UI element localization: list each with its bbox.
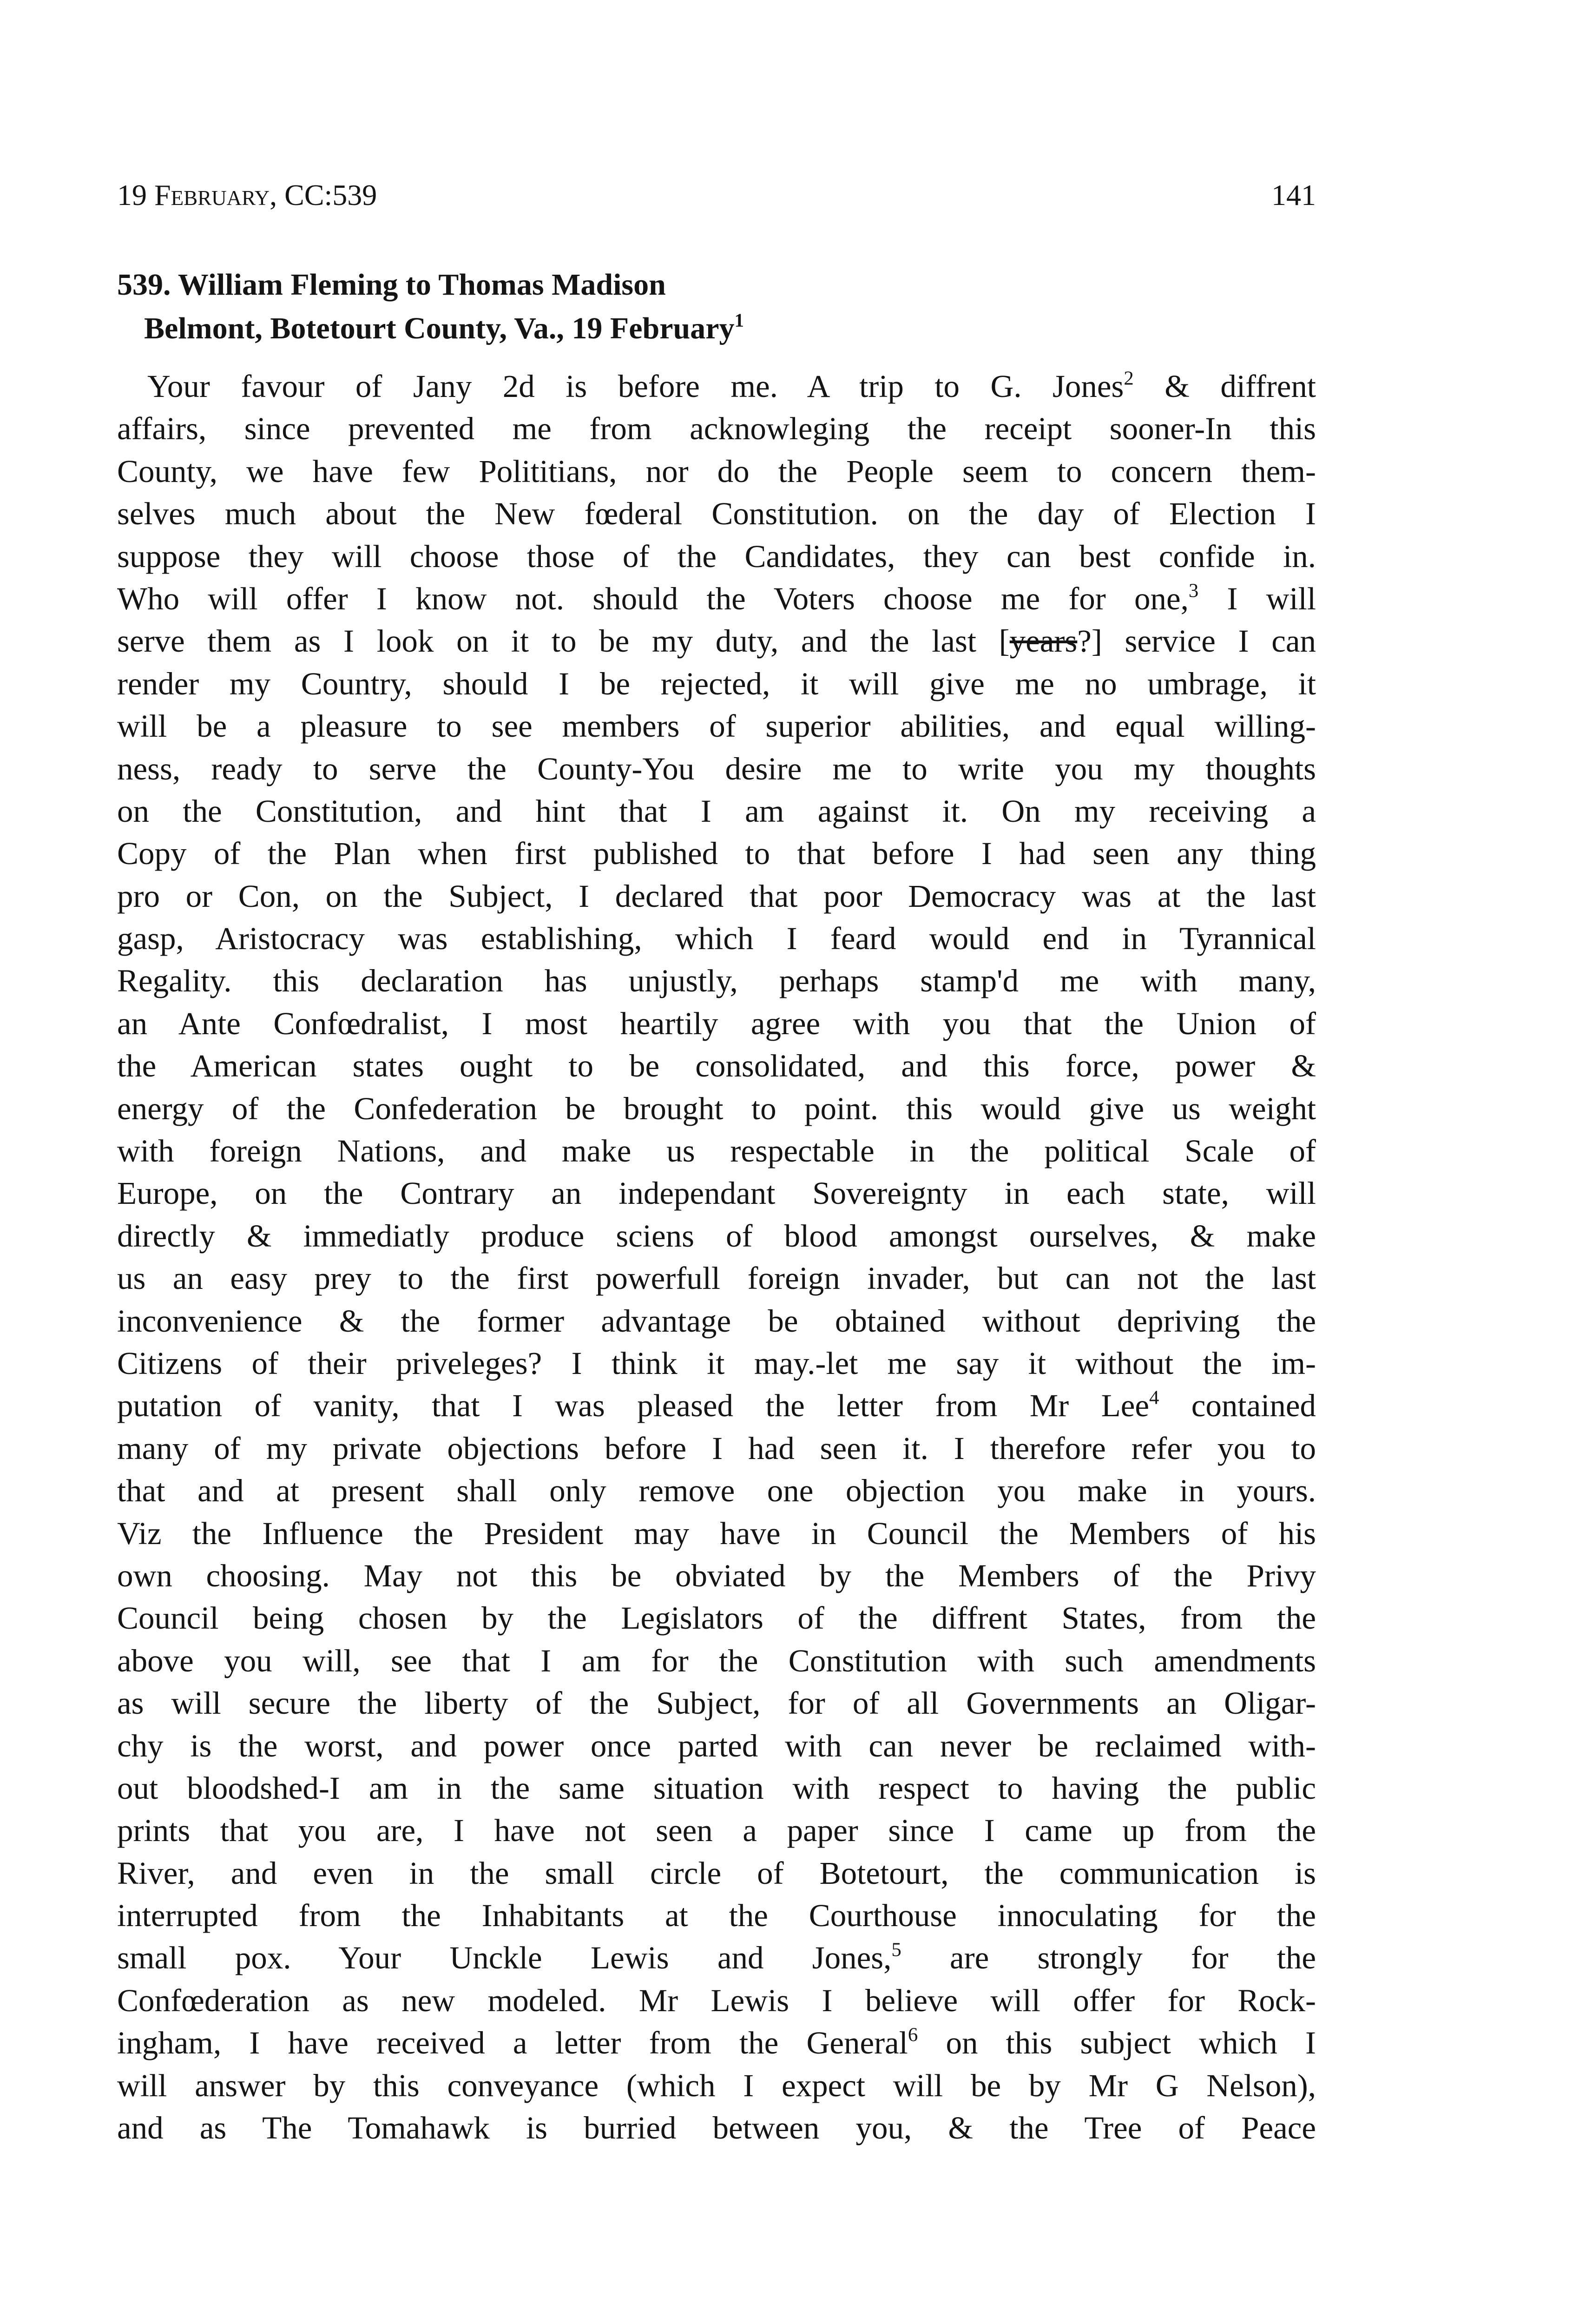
running-head (117, 177, 1316, 214)
letter-line: on the Constitution, and hint that I am against it. On my receiving a (117, 793, 1316, 829)
letter-line: an Ante Confœdralist, I most heartily agree with you that the Union of (117, 1005, 1316, 1041)
document-place-date (117, 307, 1325, 350)
letter-line: chy is the worst, and power once parted with can never be reclaimed with- (117, 1728, 1316, 1763)
note-ref-5: 5 (891, 1939, 901, 1961)
letter-line: Regality. this declaration has unjustly, perhaps stamp'd me with many, (117, 963, 1316, 999)
letter-line: affairs, since prevented me from acknowleging the receipt sooner-In this (117, 411, 1316, 447)
note-ref-4: 4 (1149, 1386, 1159, 1409)
letter-line: that and at present shall only remove one objection you make in yours. (117, 1473, 1316, 1509)
struck-word: years (1009, 623, 1078, 659)
letter-line: inconvenience & the former advantage be obtained without depriving the (117, 1303, 1316, 1339)
letter-line: above you will, see that I am for the Constitution with such amendments (117, 1643, 1316, 1678)
letter-line: many of my private objections before I had seen it. I therefore refer you to (117, 1430, 1316, 1466)
letter-line: interrupted from the Inhabitants at the Courthouse innoculating for the (117, 1898, 1316, 1934)
letter-line: own choosing. May not this be obviated by the Members of the Privy (117, 1558, 1316, 1593)
letter-line: Confœderation as new modeled. Mr Lewis I believe will offer for Rock- (117, 1982, 1316, 2018)
place-date-text: Belmont, Botetourt County, Va., 19 February (144, 311, 735, 345)
letter-line: Council being chosen by the Legislators of the diffrent States, from the (117, 1600, 1316, 1636)
page-number: 141 (1271, 178, 1316, 211)
letter-line: selves much about the New fœderal Constitution. on the day of Election I (117, 496, 1316, 532)
letter-line: with foreign Nations, and make us respectable in the political Scale of (117, 1133, 1316, 1169)
letter-line: pro or Con, on the Subject, I declared that poor Democracy was at the last (117, 878, 1316, 914)
letter-line: Citizens of their priveleges? I think it may.-let me say it without the im- (117, 1345, 1316, 1381)
note-ref-1: 1 (734, 310, 744, 331)
letter-line: the American states ought to be consolidated, and this force, power & (117, 1048, 1316, 1084)
letter-line: directly & immediatly produce sciens of blood amongst ourselves, & make (117, 1218, 1316, 1254)
letter-line: Europe, on the Contrary an independant Sovereignty in each state, will (117, 1175, 1316, 1211)
note-ref-6: 6 (908, 2024, 918, 2046)
letter-line: out bloodshed-I am in the same situation with respect to having the public (117, 1770, 1316, 1806)
letter-line: Your favour of Jany 2d is before me. A trip to G. Jones$^2$ & diffrent (147, 367, 1316, 404)
note-ref-2: 2 (1124, 367, 1134, 390)
letter-line: energy of the Confederation be brought to point. this would give us weight (117, 1090, 1316, 1126)
document-title: 539. William Fleming to Thomas Madison (117, 268, 666, 302)
letter-line: render my Country, should I be rejected, it will give me no umbrage, it (117, 666, 1316, 701)
letter-line: putation of vanity, that I was pleased the letter from Mr Lee$^4$ contained (117, 1386, 1316, 1424)
running-head-date: 19 February, CC:539 (117, 178, 377, 211)
letter-line: suppose they will choose those of the Candidates, they can best confide in. (117, 538, 1316, 574)
letter-line: ness, ready to serve the County-You desire me to write you my thoughts (117, 751, 1316, 786)
letter-line: prints that you are, I have not seen a paper since I came up from the (117, 1813, 1316, 1849)
note-ref-3: 3 (1188, 580, 1199, 602)
letter-line: will answer by this conveyance (which I expect will be by Mr G Nelson), (117, 2067, 1316, 2103)
document-heading (117, 263, 1325, 350)
letter-line: gasp, Aristocracy was establishing, which I feard would end in Tyrannical (117, 921, 1316, 957)
letter-body (117, 365, 1316, 2149)
letter-line: and as The Tomahawk is burried between you, & the Tree of Peace (117, 2110, 1316, 2146)
letter-line: River, and even in the small circle of Botetourt, the communication is (117, 1855, 1316, 1891)
letter-line: Copy of the Plan when first published to that before I had seen any thing (117, 836, 1316, 872)
letter-line: as will secure the liberty of the Subject, for of all Governments an Oligar- (117, 1685, 1316, 1721)
letter-line: serve them as I look on it to be my duty, and the last [years?] service I can (117, 623, 1316, 659)
letter-line: us an easy prey to the first powerfull foreign invader, but can not the last (117, 1261, 1316, 1296)
letter-line: County, we have few Polititians, nor do the People seem to concern them- (117, 453, 1316, 489)
letter-line: ingham, I have received a letter from the General$^6$ on this subject which I (117, 2024, 1316, 2061)
letter-line: small pox. Your Unckle Lewis and Jones,$^5$ are strongly for the (117, 1939, 1316, 1976)
letter-line: will be a pleasure to see members of superior abilities, and equal willing- (117, 708, 1316, 744)
letter-line: Viz the Influence the President may have in Council the Members of his (117, 1515, 1316, 1551)
letter-line: Who will offer I know not. should the Voters choose me for one,$^3$ I will (117, 580, 1316, 616)
